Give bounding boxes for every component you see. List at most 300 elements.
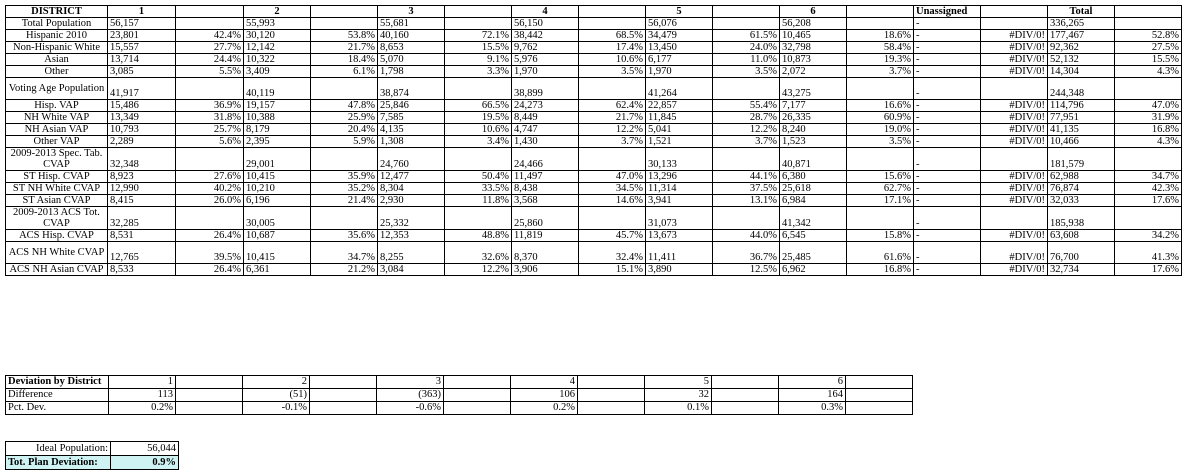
cell: 4,135 bbox=[378, 124, 445, 136]
cell bbox=[1115, 78, 1182, 100]
spacer-cell bbox=[578, 389, 645, 402]
cell: - bbox=[914, 230, 981, 242]
cell: 8,923 bbox=[108, 171, 176, 183]
cell: 15,486 bbox=[108, 100, 176, 112]
cell: 60.9% bbox=[847, 112, 914, 124]
cell bbox=[579, 78, 646, 100]
cell: 3.7% bbox=[579, 136, 646, 148]
cell bbox=[311, 78, 378, 100]
deviation-row bbox=[6, 389, 913, 402]
cell: 32,348 bbox=[108, 148, 176, 171]
column-header bbox=[579, 6, 646, 18]
cell: 4.3% bbox=[1115, 136, 1182, 148]
cell: 9.1% bbox=[445, 54, 512, 66]
row-label: Asian bbox=[6, 54, 108, 66]
cell: - bbox=[914, 124, 981, 136]
cell: 14.6% bbox=[579, 195, 646, 207]
cell: 22,857 bbox=[646, 100, 713, 112]
cell: 56,076 bbox=[646, 18, 713, 30]
row-label: ST Asian CVAP bbox=[6, 195, 108, 207]
cell: 6,545 bbox=[780, 230, 847, 242]
cell: - bbox=[914, 112, 981, 124]
cell: 11,497 bbox=[512, 171, 579, 183]
cell bbox=[311, 207, 378, 230]
cell: 7,585 bbox=[378, 112, 445, 124]
row-label: ACS NH Asian CVAP bbox=[6, 264, 108, 276]
cell: 3,084 bbox=[378, 264, 445, 276]
cell: 72.1% bbox=[445, 30, 512, 42]
cell: 1,523 bbox=[780, 136, 847, 148]
cell: 5,041 bbox=[646, 124, 713, 136]
district-number: 6 bbox=[779, 376, 846, 389]
cell: 38,874 bbox=[378, 78, 445, 100]
cell: 6,196 bbox=[244, 195, 311, 207]
cell: - bbox=[914, 136, 981, 148]
cell: 25.9% bbox=[311, 112, 378, 124]
cell: 13,450 bbox=[646, 42, 713, 54]
row-label: Hispanic 2010 bbox=[6, 30, 108, 42]
row-label: Other VAP bbox=[6, 136, 108, 148]
column-header bbox=[176, 6, 244, 18]
spacer-cell bbox=[578, 402, 645, 415]
cell: 30,133 bbox=[646, 148, 713, 171]
district-number: 2 bbox=[243, 376, 310, 389]
cell: 47.0% bbox=[579, 171, 646, 183]
spacer-cell bbox=[444, 402, 511, 415]
cell: 40,160 bbox=[378, 30, 445, 42]
deviation-label: Pct. Dev. bbox=[6, 402, 109, 415]
cell: 26.4% bbox=[176, 264, 244, 276]
cell: 3.5% bbox=[847, 136, 914, 148]
deviation-value: 0.2% bbox=[109, 402, 176, 415]
cell: 8,304 bbox=[378, 183, 445, 195]
cell: 3.7% bbox=[713, 136, 780, 148]
cell: 11.0% bbox=[713, 54, 780, 66]
cell: 16.6% bbox=[847, 100, 914, 112]
cell: 8,255 bbox=[378, 242, 445, 264]
cell: 19.0% bbox=[847, 124, 914, 136]
spacer-cell bbox=[176, 389, 243, 402]
cell: 7,177 bbox=[780, 100, 847, 112]
cell: 24.0% bbox=[713, 42, 780, 54]
row-label: ACS Hisp. CVAP bbox=[6, 230, 108, 242]
cell: 12,353 bbox=[378, 230, 445, 242]
cell: 11,314 bbox=[646, 183, 713, 195]
cell: 4,747 bbox=[512, 124, 579, 136]
cell: - bbox=[914, 42, 981, 54]
cell: 15.5% bbox=[445, 42, 512, 54]
spacer-cell bbox=[444, 389, 511, 402]
column-header bbox=[1115, 6, 1182, 18]
cell: 55,993 bbox=[244, 18, 311, 30]
deviation-header-row bbox=[6, 376, 913, 389]
cell: 114,796 bbox=[1048, 100, 1115, 112]
cell: 25,618 bbox=[780, 183, 847, 195]
cell: #DIV/0! bbox=[981, 195, 1048, 207]
cell: - bbox=[914, 66, 981, 78]
cell: 10,466 bbox=[1048, 136, 1115, 148]
cell: 27.6% bbox=[176, 171, 244, 183]
cell bbox=[981, 78, 1048, 100]
cell: 2,072 bbox=[780, 66, 847, 78]
column-header: 4 bbox=[512, 6, 579, 18]
cell: 24,466 bbox=[512, 148, 579, 171]
cell: 8,415 bbox=[108, 195, 176, 207]
cell: 31.9% bbox=[1115, 112, 1182, 124]
row-label: Total Population bbox=[6, 18, 108, 30]
district-number: 4 bbox=[511, 376, 578, 389]
cell: 35.6% bbox=[311, 230, 378, 242]
cell bbox=[1115, 18, 1182, 30]
deviation-value: (363) bbox=[377, 389, 444, 402]
spacer-cell bbox=[176, 402, 243, 415]
table-row bbox=[6, 100, 1182, 112]
cell: 15,557 bbox=[108, 42, 176, 54]
spacer-cell bbox=[712, 402, 779, 415]
column-header: 3 bbox=[378, 6, 445, 18]
cell: 38,899 bbox=[512, 78, 579, 100]
cell: 27.5% bbox=[1115, 42, 1182, 54]
table-row bbox=[6, 54, 1182, 66]
cell: 17.6% bbox=[1115, 264, 1182, 276]
cell: - bbox=[914, 183, 981, 195]
cell: 13,349 bbox=[108, 112, 176, 124]
cell: 24.4% bbox=[176, 54, 244, 66]
row-label: ACS NH White CVAP bbox=[6, 242, 108, 264]
cell: 40,871 bbox=[780, 148, 847, 171]
cell: 3,409 bbox=[244, 66, 311, 78]
cell: 50.4% bbox=[445, 171, 512, 183]
column-header: Unassigned bbox=[914, 6, 981, 18]
cell: 18.4% bbox=[311, 54, 378, 66]
plan-summary-table bbox=[5, 441, 179, 470]
row-label: Voting Age Population bbox=[6, 78, 108, 100]
cell: - bbox=[914, 242, 981, 264]
cell: 34.2% bbox=[1115, 230, 1182, 242]
cell bbox=[713, 78, 780, 100]
table-row bbox=[6, 207, 1182, 230]
cell: 6,984 bbox=[780, 195, 847, 207]
cell: - bbox=[914, 78, 981, 100]
cell: 62.4% bbox=[579, 100, 646, 112]
cell: 48.8% bbox=[445, 230, 512, 242]
cell: #DIV/0! bbox=[981, 264, 1048, 276]
cell: 12.2% bbox=[445, 264, 512, 276]
cell bbox=[176, 207, 244, 230]
cell: - bbox=[914, 195, 981, 207]
total-plan-deviation-value: 0.9% bbox=[111, 456, 179, 470]
cell: 25,860 bbox=[512, 207, 579, 230]
cell: 61.6% bbox=[847, 242, 914, 264]
column-header bbox=[311, 6, 378, 18]
cell: - bbox=[914, 264, 981, 276]
cell: 29,001 bbox=[244, 148, 311, 171]
deviation-value: -0.1% bbox=[243, 402, 310, 415]
district-header: DISTRICT bbox=[6, 6, 108, 18]
cell: 32,734 bbox=[1048, 264, 1115, 276]
cell: 19.5% bbox=[445, 112, 512, 124]
row-label: Other bbox=[6, 66, 108, 78]
cell bbox=[713, 207, 780, 230]
row-label: 2009-2013 Spec. Tab. CVAP bbox=[6, 148, 108, 171]
cell: 8,370 bbox=[512, 242, 579, 264]
cell: - bbox=[914, 54, 981, 66]
cell bbox=[311, 18, 378, 30]
row-label: ST NH White CVAP bbox=[6, 183, 108, 195]
cell: #DIV/0! bbox=[981, 54, 1048, 66]
cell: 21.7% bbox=[311, 42, 378, 54]
table-row bbox=[6, 195, 1182, 207]
total-plan-deviation-row bbox=[6, 456, 179, 470]
cell: 35.2% bbox=[311, 183, 378, 195]
cell: 15.6% bbox=[847, 171, 914, 183]
spacer-cell bbox=[846, 389, 913, 402]
cell: 6,962 bbox=[780, 264, 847, 276]
cell: 12.2% bbox=[579, 124, 646, 136]
cell: 8,179 bbox=[244, 124, 311, 136]
cell: 3.4% bbox=[445, 136, 512, 148]
cell: #DIV/0! bbox=[981, 30, 1048, 42]
district-number: 3 bbox=[377, 376, 444, 389]
cell: 32,285 bbox=[108, 207, 176, 230]
column-header: Total bbox=[1048, 6, 1115, 18]
cell: #DIV/0! bbox=[981, 171, 1048, 183]
cell: 4.3% bbox=[1115, 66, 1182, 78]
cell: 41,917 bbox=[108, 78, 176, 100]
cell: 17.6% bbox=[1115, 195, 1182, 207]
cell: 33.5% bbox=[445, 183, 512, 195]
cell bbox=[445, 207, 512, 230]
cell bbox=[981, 207, 1048, 230]
cell: 47.8% bbox=[311, 100, 378, 112]
cell: 11.8% bbox=[445, 195, 512, 207]
cell: 38,442 bbox=[512, 30, 579, 42]
cell: 2,395 bbox=[244, 136, 311, 148]
cell: 36.9% bbox=[176, 100, 244, 112]
cell: 52.8% bbox=[1115, 30, 1182, 42]
cell: 244,348 bbox=[1048, 78, 1115, 100]
table-row bbox=[6, 230, 1182, 242]
column-header: 6 bbox=[780, 6, 847, 18]
cell: 24,273 bbox=[512, 100, 579, 112]
cell bbox=[713, 18, 780, 30]
cell bbox=[981, 148, 1048, 171]
cell: 39.5% bbox=[176, 242, 244, 264]
cell: 19.3% bbox=[847, 54, 914, 66]
cell: 3.3% bbox=[445, 66, 512, 78]
cell: 10,388 bbox=[244, 112, 311, 124]
cell: - bbox=[914, 100, 981, 112]
cell: #DIV/0! bbox=[981, 230, 1048, 242]
cell bbox=[981, 18, 1048, 30]
column-header: 2 bbox=[244, 6, 311, 18]
cell: #DIV/0! bbox=[981, 124, 1048, 136]
column-header bbox=[713, 6, 780, 18]
ideal-population-value: 56,044 bbox=[111, 442, 179, 456]
cell: 25,846 bbox=[378, 100, 445, 112]
cell: 10.6% bbox=[579, 54, 646, 66]
cell: 8,240 bbox=[780, 124, 847, 136]
cell bbox=[847, 18, 914, 30]
cell: - bbox=[914, 148, 981, 171]
spacer-cell bbox=[310, 402, 377, 415]
cell: 21.4% bbox=[311, 195, 378, 207]
cell: 41,342 bbox=[780, 207, 847, 230]
ideal-population-label: Ideal Population: bbox=[6, 442, 111, 456]
cell bbox=[847, 207, 914, 230]
cell: 32.6% bbox=[445, 242, 512, 264]
cell: 1,798 bbox=[378, 66, 445, 78]
table-row bbox=[6, 264, 1182, 276]
cell: 25,485 bbox=[780, 242, 847, 264]
table-row bbox=[6, 42, 1182, 54]
cell: 3,568 bbox=[512, 195, 579, 207]
deviation-value: (51) bbox=[243, 389, 310, 402]
deviation-value: 0.3% bbox=[779, 402, 846, 415]
cell: 56,150 bbox=[512, 18, 579, 30]
deviation-label: Difference bbox=[6, 389, 109, 402]
deviation-title: Deviation by District bbox=[6, 376, 109, 389]
deviation-value: 0.1% bbox=[645, 402, 712, 415]
cell: 13,296 bbox=[646, 171, 713, 183]
cell: 30,005 bbox=[244, 207, 311, 230]
cell bbox=[579, 18, 646, 30]
cell: 1,430 bbox=[512, 136, 579, 148]
cell: 36.7% bbox=[713, 242, 780, 264]
cell: 8,449 bbox=[512, 112, 579, 124]
table-row bbox=[6, 242, 1182, 264]
spacer-cell bbox=[578, 376, 645, 389]
deviation-value: 32 bbox=[645, 389, 712, 402]
cell: 23,801 bbox=[108, 30, 176, 42]
column-header bbox=[445, 6, 512, 18]
cell: 53.8% bbox=[311, 30, 378, 42]
cell: 12.2% bbox=[713, 124, 780, 136]
cell: 26,335 bbox=[780, 112, 847, 124]
cell bbox=[713, 148, 780, 171]
table-row bbox=[6, 136, 1182, 148]
cell: 41.3% bbox=[1115, 242, 1182, 264]
cell: 43,275 bbox=[780, 78, 847, 100]
total-plan-deviation-label: Tot. Plan Deviation: bbox=[6, 456, 111, 470]
cell: 12,765 bbox=[108, 242, 176, 264]
cell: 13,673 bbox=[646, 230, 713, 242]
cell: 56,208 bbox=[780, 18, 847, 30]
deviation-value: 113 bbox=[109, 389, 176, 402]
spacer-cell bbox=[712, 376, 779, 389]
cell: 16.8% bbox=[1115, 124, 1182, 136]
cell bbox=[445, 148, 512, 171]
deviation-table bbox=[5, 375, 913, 415]
table-row bbox=[6, 148, 1182, 171]
row-label: NH Asian VAP bbox=[6, 124, 108, 136]
table-row bbox=[6, 18, 1182, 30]
cell: 25,332 bbox=[378, 207, 445, 230]
cell: 11,411 bbox=[646, 242, 713, 264]
cell: 76,700 bbox=[1048, 242, 1115, 264]
cell: 44.0% bbox=[713, 230, 780, 242]
cell: 52,132 bbox=[1048, 54, 1115, 66]
cell: #DIV/0! bbox=[981, 42, 1048, 54]
cell: 66.5% bbox=[445, 100, 512, 112]
cell: 28.7% bbox=[713, 112, 780, 124]
cell: 92,362 bbox=[1048, 42, 1115, 54]
cell: #DIV/0! bbox=[981, 100, 1048, 112]
cell: 12,142 bbox=[244, 42, 311, 54]
cell: #DIV/0! bbox=[981, 136, 1048, 148]
cell: #DIV/0! bbox=[981, 112, 1048, 124]
cell: 25.7% bbox=[176, 124, 244, 136]
cell bbox=[311, 148, 378, 171]
cell: #DIV/0! bbox=[981, 242, 1048, 264]
cell: 10,415 bbox=[244, 242, 311, 264]
row-label: Non-Hispanic White bbox=[6, 42, 108, 54]
cell: 55.4% bbox=[713, 100, 780, 112]
cell: - bbox=[914, 18, 981, 30]
cell: 26.0% bbox=[176, 195, 244, 207]
deviation-row bbox=[6, 402, 913, 415]
cell: 9,762 bbox=[512, 42, 579, 54]
cell: - bbox=[914, 171, 981, 183]
cell: 10,873 bbox=[780, 54, 847, 66]
cell: 18.6% bbox=[847, 30, 914, 42]
cell: 30,120 bbox=[244, 30, 311, 42]
cell: 5,070 bbox=[378, 54, 445, 66]
cell: 40,119 bbox=[244, 78, 311, 100]
cell bbox=[847, 148, 914, 171]
cell bbox=[176, 148, 244, 171]
cell: 24,760 bbox=[378, 148, 445, 171]
spacer-cell bbox=[712, 389, 779, 402]
district-number: 1 bbox=[109, 376, 176, 389]
cell: 177,467 bbox=[1048, 30, 1115, 42]
cell bbox=[579, 148, 646, 171]
cell: 11,845 bbox=[646, 112, 713, 124]
cell: 14,304 bbox=[1048, 66, 1115, 78]
cell: 41,264 bbox=[646, 78, 713, 100]
table-row bbox=[6, 183, 1182, 195]
cell: 21.2% bbox=[311, 264, 378, 276]
cell: 42.3% bbox=[1115, 183, 1182, 195]
cell: 19,157 bbox=[244, 100, 311, 112]
cell: 12.5% bbox=[713, 264, 780, 276]
spacer-cell bbox=[444, 376, 511, 389]
cell: 8,531 bbox=[108, 230, 176, 242]
cell: 37.5% bbox=[713, 183, 780, 195]
cell: 3.5% bbox=[713, 66, 780, 78]
cell bbox=[1115, 148, 1182, 171]
cell: 13,714 bbox=[108, 54, 176, 66]
cell: 8,533 bbox=[108, 264, 176, 276]
row-label: NH White VAP bbox=[6, 112, 108, 124]
cell: 42.4% bbox=[176, 30, 244, 42]
table-row bbox=[6, 30, 1182, 42]
cell: 10,465 bbox=[780, 30, 847, 42]
cell: 1,521 bbox=[646, 136, 713, 148]
cell bbox=[445, 78, 512, 100]
cell: 10.6% bbox=[445, 124, 512, 136]
table-row bbox=[6, 124, 1182, 136]
cell: 5.5% bbox=[176, 66, 244, 78]
cell: 34.5% bbox=[579, 183, 646, 195]
cell: 56,157 bbox=[108, 18, 176, 30]
cell: 32.4% bbox=[579, 242, 646, 264]
cell: 1,970 bbox=[512, 66, 579, 78]
cell: 16.8% bbox=[847, 264, 914, 276]
cell: 13.1% bbox=[713, 195, 780, 207]
cell: 10,322 bbox=[244, 54, 311, 66]
column-header bbox=[981, 6, 1048, 18]
